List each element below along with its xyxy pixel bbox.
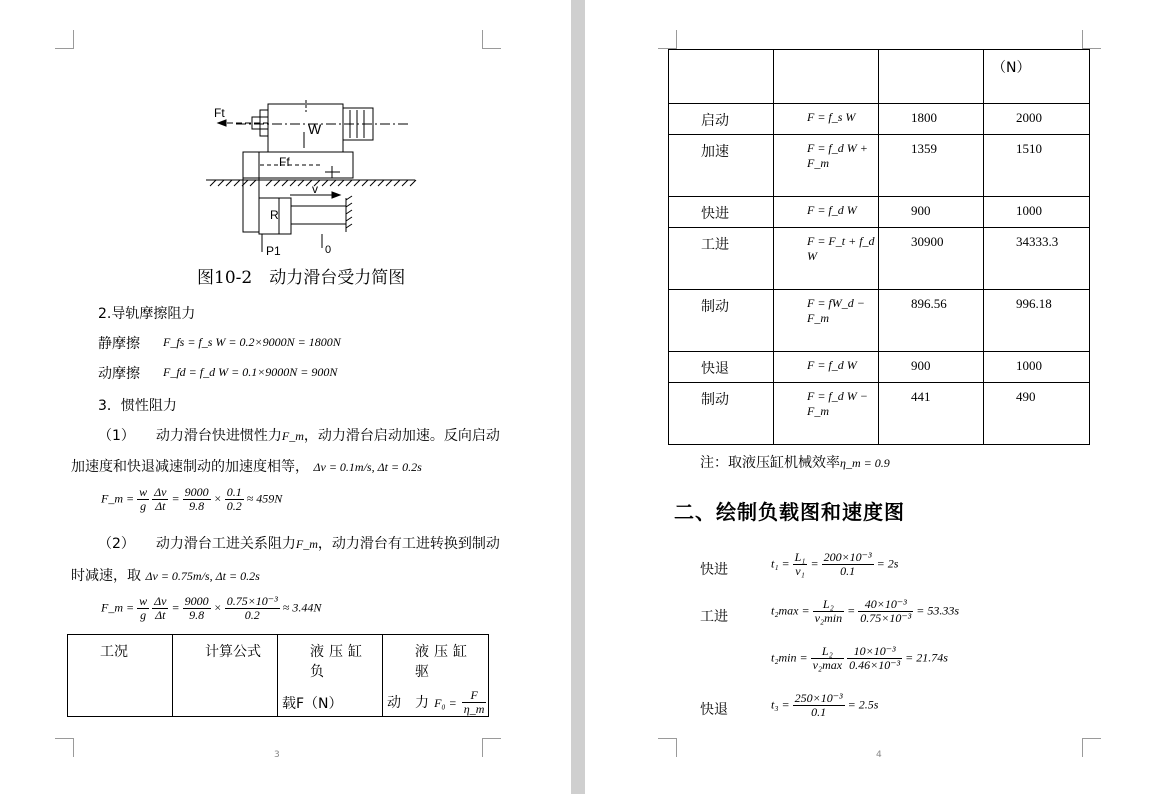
t1-label: 快进 [700, 562, 728, 578]
t2max-d1: v₂min [814, 611, 843, 625]
header-drive-line2: 动 力 [387, 695, 429, 711]
t2max-n2: 40×10⁻³ [858, 598, 913, 612]
section-title-inertia: 3．惯性阻力 [98, 398, 177, 414]
cell-state [669, 228, 774, 290]
t3-d2: 0.1 [811, 705, 827, 719]
fm1-n1: w [139, 485, 148, 499]
cell-load [879, 352, 984, 383]
fig-label-v: v [312, 182, 318, 196]
p1-condition: Δv = 0.1m/s, Δt = 0.2s [313, 460, 422, 474]
fig-label-zero: 0 [325, 244, 332, 256]
fm1-lhs: F_m = [101, 491, 135, 506]
p1-text-b: ，动力滑台启动加速。反向启动 [303, 428, 500, 444]
fm2-n1: w [139, 594, 148, 608]
cell-load [879, 290, 984, 352]
header-cell-state [68, 635, 173, 717]
header-cell-drive [383, 635, 489, 717]
t2-label: 工进 [700, 609, 728, 625]
fm1-result: ≈ 459N [246, 491, 283, 506]
fm2-n4: 0.75×10⁻³ [226, 594, 278, 608]
static-friction-label: 静摩擦 [98, 336, 140, 352]
cell-drive [984, 197, 1090, 228]
cell-load-text: 441 [911, 389, 931, 404]
crop-mark [55, 738, 74, 757]
cell-load [879, 383, 984, 445]
page-3 [0, 0, 571, 794]
header-cell-load [278, 635, 383, 717]
cell-load-text: 900 [911, 358, 931, 373]
cell-drive-text: 1000 [1016, 358, 1042, 373]
inertia-formula-2: F_m = $\frac{w}{g}$ $\frac{\Delta v}{\Delta t}$ = $\frac{9000}{9.8}$ × $\frac{\text{0.75×10⁻³}}{0.2}$ ≈ 3.44N [101, 594, 322, 622]
fm1-d2: Δt [155, 499, 166, 513]
fm1-n4: 0.1 [226, 485, 242, 499]
cell-load-text: 900 [911, 203, 931, 218]
header-state-label: 工况 [100, 644, 128, 660]
cell-load [879, 228, 984, 290]
load-table [668, 49, 1090, 445]
fm1-d4: 0.2 [226, 499, 242, 513]
fig-label-w: W [308, 121, 322, 137]
t2min-n1: L₂ [811, 645, 845, 659]
cell-drive-text: 1510 [1016, 141, 1042, 156]
dynamic-friction-formula: F_fd = f_d W = 0.1×9000N = 900N [163, 365, 338, 379]
t1-n1: L₁ [794, 550, 806, 564]
cell-state-text: 制动 [701, 299, 729, 315]
table-row [669, 104, 1090, 135]
header-drive-num: F [462, 689, 487, 703]
cell-state-text: 加速 [701, 144, 729, 160]
cell-formula [774, 290, 879, 352]
t2min-n2: 10×10⁻³ [847, 645, 902, 659]
cell-formula-text: F = F_t + f_d W [807, 234, 875, 263]
load-table-header [67, 634, 489, 717]
fm1-n3: 9000 [184, 485, 209, 499]
cell-formula-text: F = fW_d − F_m [807, 296, 865, 325]
note-text: 注：取液压缸机械效率 [700, 455, 840, 471]
cell-formula [774, 352, 879, 383]
fm2-d2: Δt [155, 608, 166, 622]
page-4 [585, 0, 1160, 794]
section-title-friction: 2.导轨摩擦阻力 [98, 306, 196, 322]
t3-result: = 2.5s [847, 697, 879, 712]
cell-formula [774, 197, 879, 228]
p2-condition: Δv = 0.75m/s, Δt = 0.2s [145, 569, 260, 583]
t1-n2: 200×10⁻³ [823, 550, 872, 564]
t3-lhs: t₃ = [771, 697, 790, 712]
cell-state-text: 启动 [701, 113, 729, 129]
p1-fm: F_m [281, 429, 304, 443]
cell-formula [774, 104, 879, 135]
cell-load [879, 197, 984, 228]
crop-mark [1082, 30, 1101, 49]
t2max-lhs: t₂max = [771, 603, 810, 618]
paragraph-1-line2 [71, 456, 422, 476]
t1-lhs: t₁ = [771, 556, 790, 571]
cell-drive-text: 34333.3 [1016, 234, 1059, 249]
fm2-result: ≈ 3.44N [282, 600, 322, 615]
fm2-d4: 0.2 [244, 608, 260, 622]
t2min-d1: v₂max [812, 658, 843, 672]
cell-drive [984, 290, 1090, 352]
cell-state-text: 制动 [701, 392, 729, 408]
table-row [669, 197, 1090, 228]
table-row [669, 135, 1090, 197]
t2min-result: = 21.74s [905, 650, 948, 665]
t3-n2: 250×10⁻³ [794, 691, 843, 705]
cell-state [669, 197, 774, 228]
t3-label: 快退 [700, 702, 728, 718]
cell-load-text: 1800 [911, 110, 937, 125]
header-load-line1: 液压缸负 [310, 644, 367, 680]
table-row [669, 228, 1090, 290]
crop-mark [1082, 738, 1101, 757]
force-diagram [0, 0, 571, 270]
cell-load-text: 1359 [911, 141, 937, 156]
paragraph-1-line1 [98, 425, 500, 445]
cell-drive-text: 490 [1016, 389, 1036, 404]
cell-state-text: 快进 [701, 206, 729, 222]
t2max-n1: L₂ [813, 598, 845, 612]
t1-formula: t₁ = $\frac{\text{L₁}}{\text{v₁}}$ = $\frac{\text{200×10⁻³}}{0.1}$ = 2s [771, 550, 899, 578]
paragraph-2-line2 [71, 565, 260, 585]
fm2-lhs: F_m = [101, 600, 135, 615]
header-drive-line1: 液压缸驱 [415, 644, 472, 680]
cell-formula [774, 228, 879, 290]
p1-line2-text: 加速度和快退减速制动的加速度相等， [71, 459, 309, 475]
p2-text-b: ，动力滑台有工进转换到制动 [317, 536, 500, 552]
t3-formula [771, 692, 878, 719]
cell-load-text: 896.56 [911, 296, 947, 311]
table-row [669, 383, 1090, 445]
cell-drive-text: 2000 [1016, 110, 1042, 125]
crop-mark [482, 738, 501, 757]
cell-state-text: 工进 [701, 237, 729, 253]
crop-mark [658, 738, 677, 757]
section-title-load-diagram: 二、绘制负载图和速度图 [674, 500, 905, 524]
table-note [700, 452, 890, 472]
cell-state [669, 135, 774, 197]
table-header-continuation [669, 50, 1090, 104]
page-number-3: 3 [274, 750, 280, 760]
cell-load [879, 135, 984, 197]
header-drive-formula: F₀ = [434, 696, 457, 710]
header-formula-label: 计算公式 [205, 644, 261, 660]
t2max-d2: 0.75×10⁻³ [860, 611, 912, 625]
table-row [669, 290, 1090, 352]
header-unit: （N） [992, 60, 1031, 76]
fig-label-r: R [270, 208, 279, 222]
fm1-n2: Δv [154, 485, 167, 499]
note-formula: η_m = 0.9 [840, 456, 890, 470]
cell-drive [984, 135, 1090, 197]
t2min-lhs: t₂min = [771, 650, 808, 665]
cell-formula [774, 383, 879, 445]
t2max-formula: t₂max = $\frac{\text{L₂}}{\text{v₂min}}$ = $\frac{\text{40×10⁻³}}{\text{0.75×10⁻³}}$ = 53.33s [771, 597, 960, 625]
t2max-result: = 53.33s [916, 603, 960, 618]
header-cell-formula [173, 635, 278, 717]
figure-caption: 图10-2 动力滑台受力简图 [197, 268, 406, 288]
cell-load [879, 104, 984, 135]
cell-drive [984, 383, 1090, 445]
p2-fm: F_m [295, 537, 318, 551]
page-gap [571, 0, 585, 794]
cell-formula-text: F = f_d W [807, 203, 857, 217]
fm2-d1: g [140, 608, 147, 622]
cell-formula [774, 135, 879, 197]
t2min-formula [771, 645, 948, 672]
t1-d2: 0.1 [840, 564, 856, 578]
cell-drive [984, 228, 1090, 290]
dynamic-friction-label: 动摩擦 [98, 366, 140, 382]
cell-state [669, 352, 774, 383]
fm2-d3: 9.8 [189, 608, 205, 622]
p2-text-a: （2） 动力滑台工进关系阻力 [98, 536, 296, 552]
header-load-line2: 载F（N） [282, 696, 343, 712]
cell-drive [984, 352, 1090, 383]
paragraph-2-line1 [98, 533, 500, 553]
t2min-d2: 0.46×10⁻³ [849, 658, 901, 672]
fig-label-ft: Ft [214, 106, 225, 120]
page-number-4: 4 [876, 750, 882, 760]
inertia-formula-1: F_m = $\frac{w}{g}$ $\frac{\Delta v}{\Delta t}$ = $\frac{9000}{9.8}$ × $\frac{0.1}{0.2}$ ≈ 459N [101, 485, 283, 513]
fm2-n2: Δv [154, 594, 167, 608]
t1-d1: v₁ [795, 564, 805, 578]
crop-mark [658, 30, 677, 49]
cell-drive [984, 104, 1090, 135]
static-friction-formula: F_fs = f_s W = 0.2×9000N = 1800N [163, 335, 341, 349]
p2-line2-text: 时减速，取 [71, 568, 141, 584]
fm1-d3: 9.8 [189, 499, 205, 513]
fig-label-ff: Ff [279, 155, 290, 169]
cell-state-text: 快退 [701, 361, 729, 377]
fig-label-p1: P1 [266, 244, 281, 258]
table-row [669, 352, 1090, 383]
cell-state [669, 104, 774, 135]
fm2-n3: 9000 [184, 594, 209, 608]
t1-result: = 2s [876, 556, 899, 571]
cell-state [669, 383, 774, 445]
fm1-d1: g [140, 499, 147, 513]
cell-formula-text: F = f_s W [807, 110, 856, 124]
cell-formula-text: F = f_d W [807, 358, 857, 372]
p1-text-a: （1） 动力滑台快进惯性力 [98, 428, 282, 444]
cell-formula-text: F = f_d W − F_m [807, 389, 868, 418]
cell-drive-text: 1000 [1016, 203, 1042, 218]
cell-load-text: 30900 [911, 234, 944, 249]
cell-formula-text: F = f_d W + F_m [807, 141, 868, 170]
header-drive-den: η_m [463, 702, 485, 716]
cell-drive-text: 996.18 [1016, 296, 1052, 311]
cell-state [669, 290, 774, 352]
